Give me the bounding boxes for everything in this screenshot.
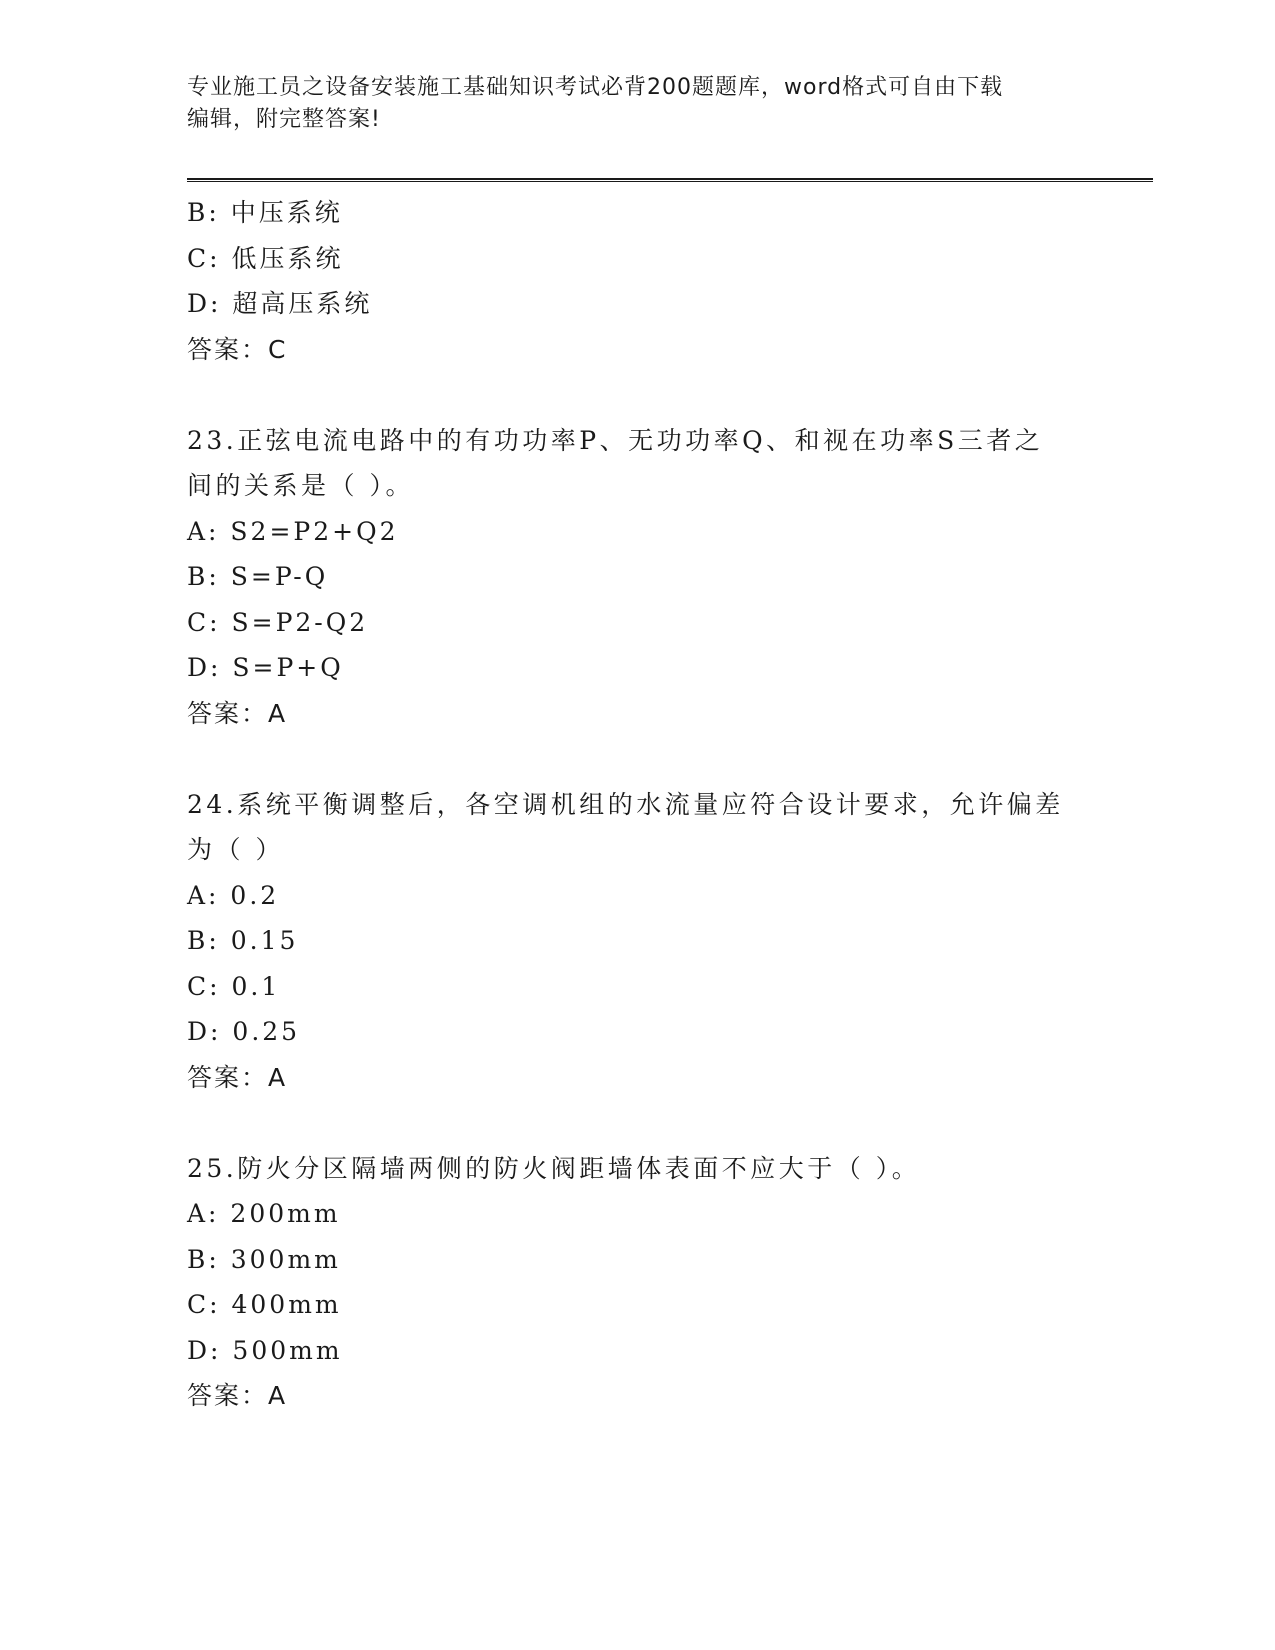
page-header [187, 72, 1067, 136]
question-text-line-1: 23.正弦电流电路中的有功功率P、无功功率Q、和视在功率S三者之 [187, 425, 1044, 455]
question-list [187, 190, 1087, 1419]
header-divider [187, 178, 1153, 182]
question-25 [187, 1146, 1087, 1419]
spacer [187, 372, 1087, 418]
option-a: A: 0.2 [187, 880, 280, 910]
option-c: C: 0.1 [187, 971, 281, 1001]
question-text-line-2: 间的关系是（ ）。 [187, 471, 414, 500]
option-b: B: 中压系统 [187, 198, 343, 227]
option-d: D: 超高压系统 [187, 289, 373, 318]
spacer [187, 736, 1087, 782]
question-24 [187, 782, 1087, 1101]
option-c: C: 低压系统 [187, 243, 344, 273]
answer: 答案：A [187, 1062, 288, 1092]
option-c: C: S=P2-Q2 [187, 607, 369, 637]
option-d: D: 0.25 [187, 1017, 301, 1046]
question-text-line-2: 为（ ） [187, 835, 284, 864]
option-b: B: S=P-Q [187, 562, 329, 591]
header-line-1: 专业施工员之设备安装施工基础知识考试必背200题题库，word格式可自由下载 [187, 75, 1004, 100]
question-23 [187, 418, 1087, 737]
question-text-line-1: 25.防火分区隔墙两侧的防火阀距墙体表面不应大于（ ）。 [187, 1153, 921, 1183]
option-d: D: 500mm [187, 1335, 343, 1365]
answer: 答案：A [187, 1381, 288, 1410]
question-22-tail [187, 190, 1087, 372]
option-a: A: 200mm [187, 1199, 341, 1228]
option-d: D: S=P+Q [187, 653, 344, 682]
header-line-2: 编辑，附完整答案! [187, 107, 381, 132]
answer: 答案：A [187, 698, 288, 728]
spacer [187, 1100, 1087, 1146]
option-c: C: 400mm [187, 1290, 342, 1319]
answer: 答案：C [187, 334, 288, 364]
option-b: B: 0.15 [187, 926, 299, 955]
option-a: A: S2=P2+Q2 [187, 516, 399, 546]
option-b: B: 300mm [187, 1244, 341, 1274]
question-text-line-1: 24.系统平衡调整后，各空调机组的水流量应符合设计要求，允许偏差 [187, 789, 1064, 819]
